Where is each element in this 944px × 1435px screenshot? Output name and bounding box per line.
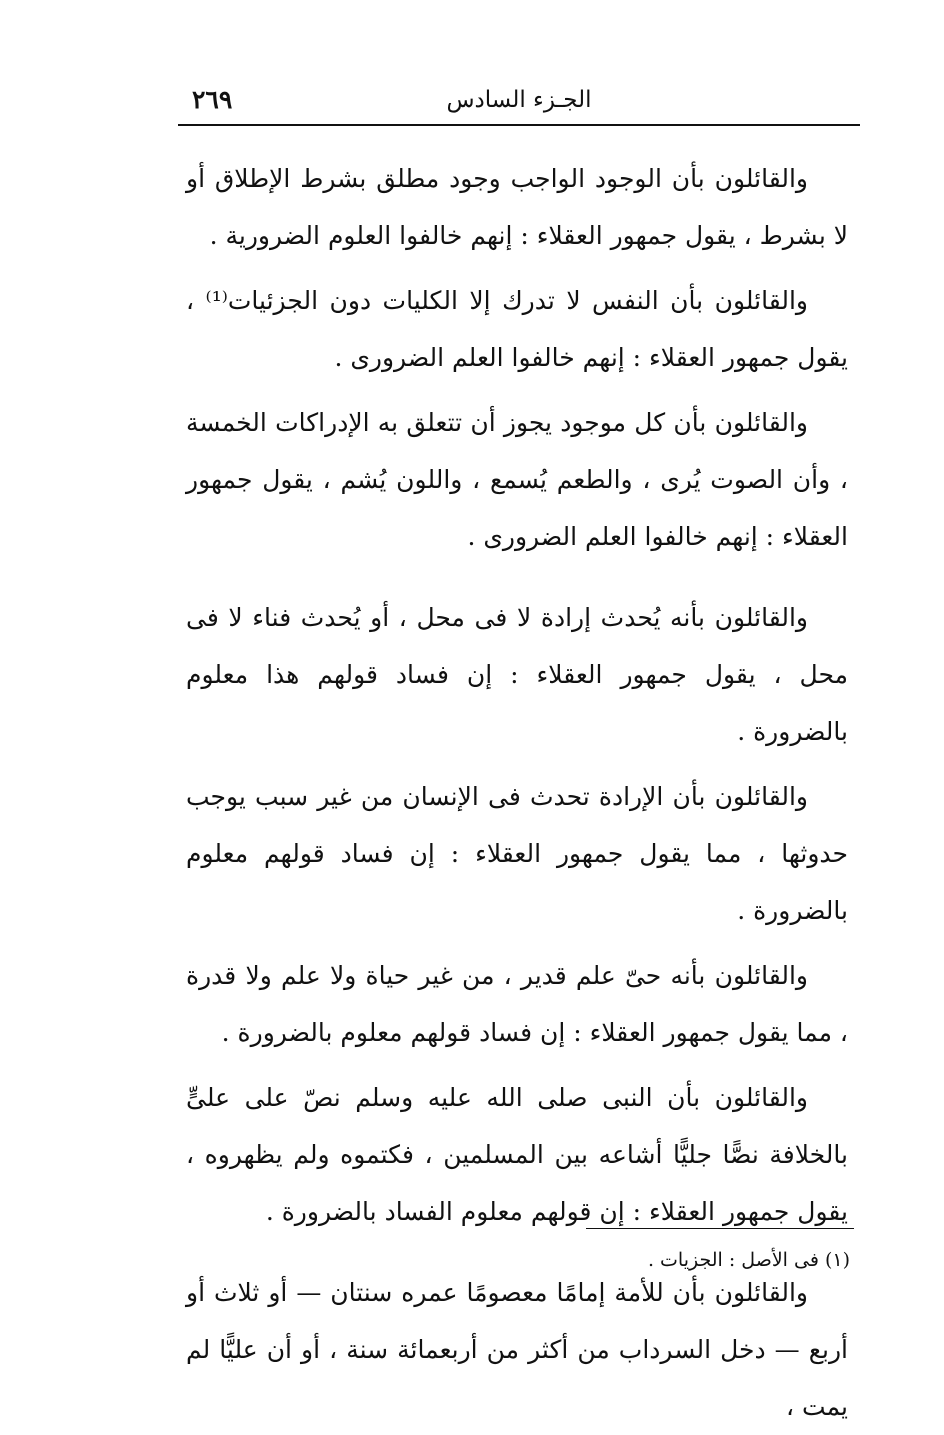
paragraph: والقائلون بأن الإرادة تحدث فى الإنسان من غير سبب يوجب حدوثها ، مما يقول جمهور العقلاء : إن فساد قولهم معلوم بالضرورة . — [186, 782, 848, 925]
body-text — [186, 150, 848, 1435]
header-rule — [178, 124, 860, 126]
footnote: (١) فى الأصل : الجزيات . — [647, 1249, 850, 1271]
paragraph: والقائلون بأنه يُحدث إرادة لا فى محل ، أو يُحدث فناء لا فى محل ، يقول جمهور العقلاء : إن فساد قولهم هذا معلوم بالضرورة . — [186, 603, 848, 746]
paragraph: والقائلون بأن للأمة إمامًا معصومًا عمره سنتان — أو ثلاث أو أربع — دخل السرداب من أكثر من أربعمائة سنة ، أو أن عليًّا لم يمت ، — [186, 1278, 848, 1421]
paragraph: والقائلون بأن النبى صلى الله عليه وسلم نصّ على علىٍّ بالخلافة نصًّا جليًّا أشاعه بين المسلمين ، فكتموه ولم يظهروه ، يقول جمهور العقلاء : إن قولهم معلوم الفساد بالضرورة . — [186, 1083, 848, 1226]
footnote-rule — [586, 1228, 854, 1229]
paragraph: والقائلون بأن النفس لا تدرك إلا الكليات دون الجزئيات⁽¹⁾ ، يقول جمهور العقلاء : إنهم خالفوا العلم الضرورى . — [186, 286, 848, 372]
paragraph: والقائلون بأن الوجود الواجب وجود مطلق بشرط الإطلاق أو لا بشرط ، يقول جمهور العقلاء : إنهم خالفوا العلوم الضرورية . — [186, 164, 848, 250]
paragraph: والقائلون بأنه حىّ علم قدير ، من غير حياة ولا علم ولا قدرة ، مما يقول جمهور العقلاء : إن فساد قولهم معلوم بالضرورة . — [186, 961, 848, 1047]
running-title: الجـزء السادس — [446, 87, 592, 113]
page-header — [178, 82, 860, 122]
page-number: ٢٦٩ — [192, 85, 233, 114]
paragraph: والقائلون بأن كل موجود يجوز أن تتعلق به الإدراكات الخمسة ، وأن الصوت يُرى ، والطعم يُسمع ، واللون يُشم ، يقول جمهور العقلاء : إنهم خالفوا العلم الضرورى . — [186, 408, 848, 551]
